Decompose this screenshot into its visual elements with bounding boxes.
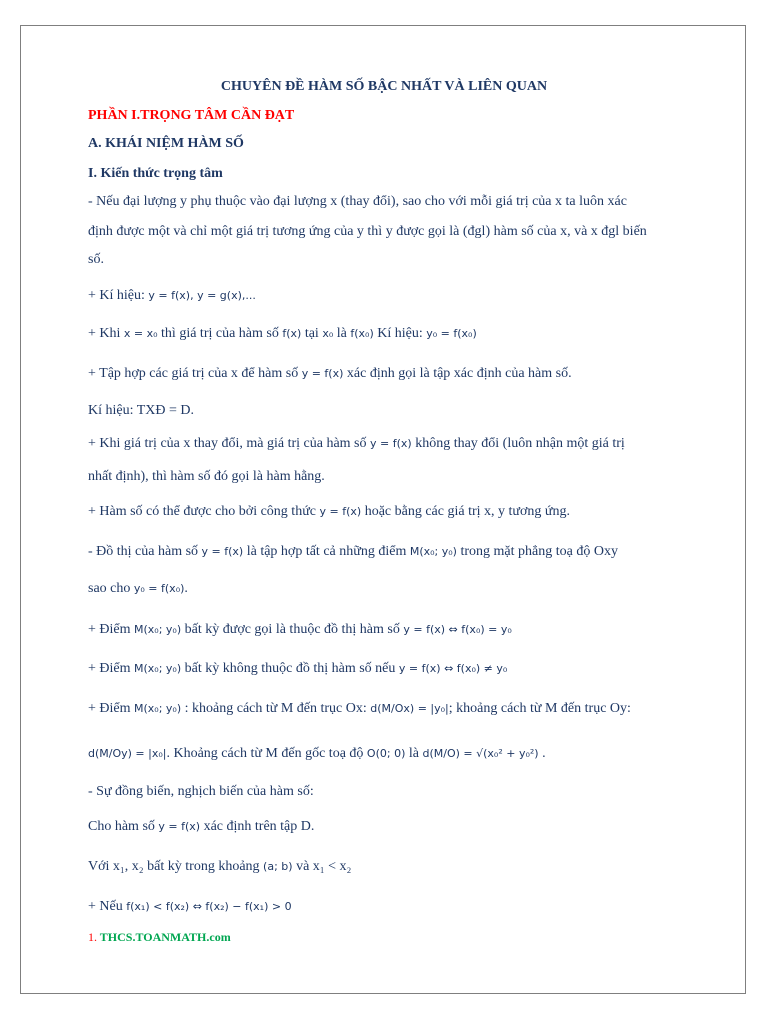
line-text: - Nếu đại lượng y phụ thuộc vào đại lượng x (thay đổi), sao cho với mỗi giá trị của x ta luôn xác [88, 194, 627, 209]
text-line [88, 858, 351, 876]
line-text: hoặc bằng các giá trị x, y tương ứng. [361, 504, 570, 519]
page-number: 1. [88, 930, 97, 944]
line-text: - Đồ thị của hàm số [88, 544, 202, 559]
math-formula: M(x₀; y₀) [134, 702, 182, 715]
line-text: trong mặt phẳng toạ độ Oxy [456, 544, 618, 559]
line-text: + Điểm [88, 701, 134, 716]
line-text: ; khoảng cách từ M đến trục Oy: [448, 701, 631, 716]
text-line [88, 402, 194, 420]
math-formula: y = f(x), y = g(x),... [148, 289, 256, 302]
text-line [88, 251, 104, 269]
line-text: + Hàm số có thể được cho bởi công thức [88, 504, 320, 519]
text-line [88, 468, 325, 486]
line-text: là tập hợp tất cả những điểm [243, 544, 410, 559]
text-line [88, 193, 627, 211]
math-formula: f(x₀) [350, 327, 374, 340]
math-formula: d(M/Oy) = |x₀| [88, 747, 167, 760]
text-line [88, 287, 256, 305]
line-text: số. [88, 252, 104, 267]
math-formula: y = f(x) [319, 505, 362, 518]
text-line [88, 365, 572, 383]
line-text: + Điểm [88, 661, 134, 676]
line-text: - Sự đồng biến, nghịch biến của hàm số: [88, 784, 314, 799]
subsection-heading: I. Kiến thức trọng tâm [88, 166, 223, 181]
line-text: và x₁ < x₂ [292, 859, 352, 874]
document-title: CHUYÊN ĐỀ HÀM SỐ BẬC NHẤT VÀ LIÊN QUAN [220, 79, 548, 94]
text-line [88, 503, 570, 521]
line-text: Kí hiệu: TXĐ = D. [88, 403, 195, 418]
line-text: + Kí hiệu: [88, 288, 149, 303]
math-formula: f(x₁) < f(x₂) ⇔ f(x₂) − f(x₁) > 0 [126, 900, 292, 913]
text-line [88, 543, 618, 561]
math-formula: y₀ = f(x₀) [426, 327, 477, 340]
line-text: + Điểm [88, 622, 134, 637]
math-formula: d(M/Ox) = |y₀| [370, 702, 449, 715]
line-text: là [405, 746, 423, 761]
line-text: nhất định), thì hàm số đó gọi là hàm hằng. [88, 469, 325, 484]
math-formula: f(x) [282, 327, 302, 340]
text-line [88, 783, 314, 801]
math-formula: M(x₀; y₀) [134, 623, 182, 636]
line-text: tại [301, 326, 323, 341]
line-text: Cho hàm số [88, 819, 159, 834]
line-text: Kí hiệu: [373, 326, 427, 341]
text-line [88, 660, 507, 678]
line-text: + Tập hợp các giá trị của x để hàm số [88, 366, 302, 381]
line-text: : khoảng cách từ M đến trục Ox: [181, 701, 371, 716]
text-line [88, 435, 625, 453]
line-text: . Khoảng cách từ M đến gốc toạ độ [166, 746, 367, 761]
math-formula: y = f(x) [370, 437, 412, 450]
line-text: bất kỳ không thuộc đồ thị hàm số nếu [181, 661, 399, 676]
line-text: thì giá trị của hàm số [157, 326, 283, 341]
text-line [88, 745, 546, 763]
line-text: sao cho [88, 581, 134, 596]
page-footer [88, 930, 231, 945]
line-text: định được một và chỉ một giá trị tương ứng của y thì y được gọi là (đgl) hàm số của x, và x đgl biến [88, 224, 647, 239]
math-formula: O(0; 0) [366, 747, 406, 760]
math-formula: M(x₀; y₀) [134, 662, 182, 675]
line-text: bất kỳ được gọi là thuộc đồ thị hàm số [181, 622, 404, 637]
text-line [88, 818, 314, 836]
text-line [88, 580, 188, 598]
text-line [88, 223, 647, 241]
math-formula: y = f(x) [301, 367, 344, 380]
math-formula: y = f(x) [158, 820, 201, 833]
math-formula: y = f(x) ⇔ f(x₀) ≠ y₀ [398, 662, 508, 675]
line-text: xác định trên tập D. [200, 819, 315, 834]
text-line [88, 898, 292, 916]
math-formula: y = f(x) [201, 545, 244, 558]
line-text: là [333, 326, 351, 341]
line-text: + Khi giá trị của x thay đổi, mà giá trị của hàm số [88, 436, 370, 451]
text-line [88, 325, 477, 343]
line-text: + Khi [88, 326, 124, 341]
part-heading: PHẦN I.TRỌNG TÂM CẦN ĐẠT [88, 108, 295, 123]
math-formula: x₀ [322, 327, 334, 340]
math-formula: M(x₀; y₀) [409, 545, 457, 558]
math-formula: x = x₀ [123, 327, 158, 340]
line-text: + Nếu [88, 899, 127, 914]
line-text: xác định gọi là tập xác định của hàm số. [343, 366, 572, 381]
text-line [88, 700, 631, 718]
math-formula: y = f(x) ⇔ f(x₀) = y₀ [403, 623, 512, 636]
line-text: . [538, 746, 546, 761]
line-text: Với x₁, x₂ bất kỳ trong khoảng [88, 859, 264, 874]
math-formula: y₀ = f(x₀) [133, 582, 185, 595]
site-link[interactable]: THCS.TOANMATH.com [99, 930, 231, 944]
math-formula: (a; b) [263, 860, 293, 873]
math-formula: d(M/O) = √(x₀² + y₀²) [422, 747, 539, 760]
line-text: . [184, 581, 188, 596]
section-heading: A. KHÁI NIỆM HÀM SỐ [88, 136, 244, 151]
text-line [88, 621, 512, 639]
line-text: không thay đổi (luôn nhận một giá trị [411, 436, 625, 451]
